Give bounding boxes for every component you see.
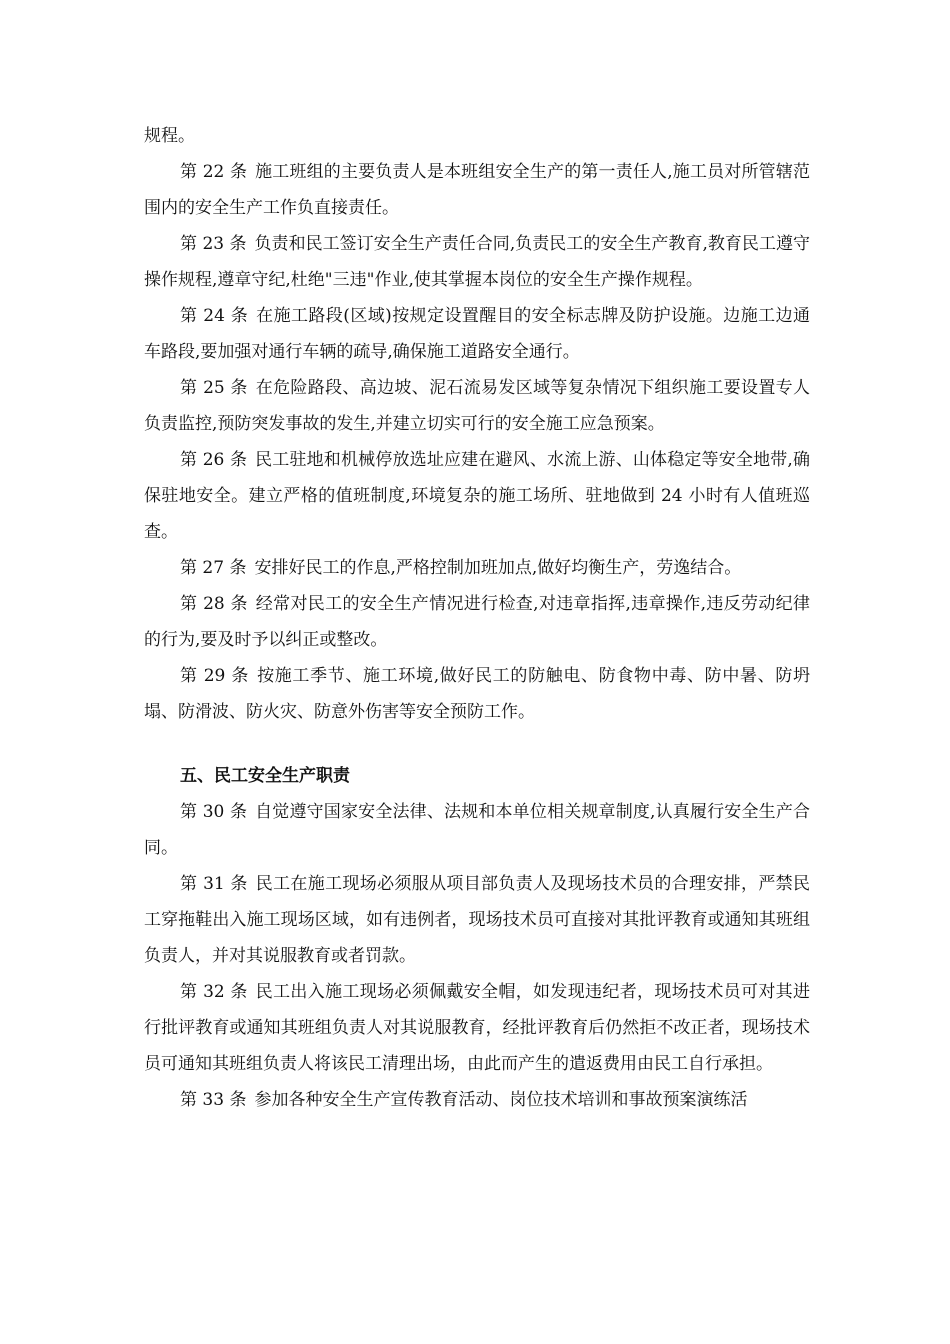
article-number: 第 22 条 [180,162,248,182]
article-text: 自觉遵守国家安全法律、法规和本单位相关规章制度,认真履行安全生产合同。 [144,802,810,858]
article-text: 负责和民工签订安全生产责任合同,负责民工的安全生产教育,教育民工遵守操作规程,遵章守纪,杜绝"三违"作业,使其掌握本岗位的安全生产操作规程。 [144,234,810,290]
article-22 [144,154,810,226]
article-number: 第 28 条 [180,594,248,614]
article-text: 民工在施工现场必须服从项目部负责人及现场技术员的合理安排，严禁民工穿拖鞋出入施工现场区域，如有违例者，现场技术员可直接对其批评教育或通知其班组负责人，并对其说服教育或者罚款。 [144,874,810,966]
article-text: 民工驻地和机械停放选址应建在避风、水流上游、山体稳定等安全地带,确保驻地安全。建立严格的值班制度,环境复杂的施工场所、驻地做到 24 小时有人值班巡查。 [144,450,810,542]
article-text: 经常对民工的安全生产情况进行检查,对违章指挥,违章操作,违反劳动纪律的行为,要及时予以纠正或整改。 [144,594,810,650]
article-text: 按施工季节、施工环境,做好民工的防触电、防食物中毒、防中暑、防坍塌、防滑波、防火灾、防意外伤害等安全预防工作。 [144,666,810,722]
article-text: 施工班组的主要负责人是本班组安全生产的第一责任人,施工员对所管辖范围内的安全生产工作负直接责任。 [144,162,810,218]
article-29 [144,658,810,730]
article-32 [144,974,810,1082]
article-number: 第 25 条 [180,378,248,398]
article-number: 第 31 条 [180,874,248,894]
article-30 [144,794,810,866]
article-number: 第 27 条 [180,558,247,578]
article-text: 在施工路段(区域)按规定设置醒目的安全标志牌及防护设施。边施工边通车路段,要加强对通行车辆的疏导,确保施工道路安全通行。 [144,306,810,362]
article-25 [144,370,810,442]
article-number: 第 32 条 [180,982,248,1002]
article-33 [144,1082,810,1118]
article-number: 第 30 条 [180,802,248,822]
article-24 [144,298,810,370]
section-heading: 五、民工安全生产职责 [180,766,350,786]
article-text: 参加各种安全生产宣传教育活动、岗位技术培训和事故预案演练活 [254,1090,748,1110]
document-page [144,118,810,1118]
article-number: 第 29 条 [180,666,250,686]
article-number: 第 24 条 [180,306,249,326]
article-31 [144,866,810,974]
article-28 [144,586,810,658]
article-27 [144,550,810,586]
article-text: 安排好民工的作息,严格控制加班加点,做好均衡生产，劳逸结合。 [254,558,742,578]
article-number: 第 26 条 [180,450,248,470]
article-23 [144,226,810,298]
article-text: 民工出入施工现场必须佩戴安全帽，如发现违纪者，现场技术员可对其进行批评教育或通知其班组负责人对其说服教育，经批评教育后仍然拒不改正者，现场技术员可通知其班组负责人将该民工清理出场，由此而产生的遣返费用由民工自行承担。 [144,982,810,1074]
article-number: 第 33 条 [180,1090,247,1110]
article-text: 在危险路段、高边坡、泥石流易发区域等复杂情况下组织施工要设置专人负责监控,预防突发事故的发生,并建立切实可行的安全施工应急预案。 [144,378,810,434]
article-26 [144,442,810,550]
lead-paragraph: 规程。 [144,126,195,146]
article-number: 第 23 条 [180,234,247,254]
